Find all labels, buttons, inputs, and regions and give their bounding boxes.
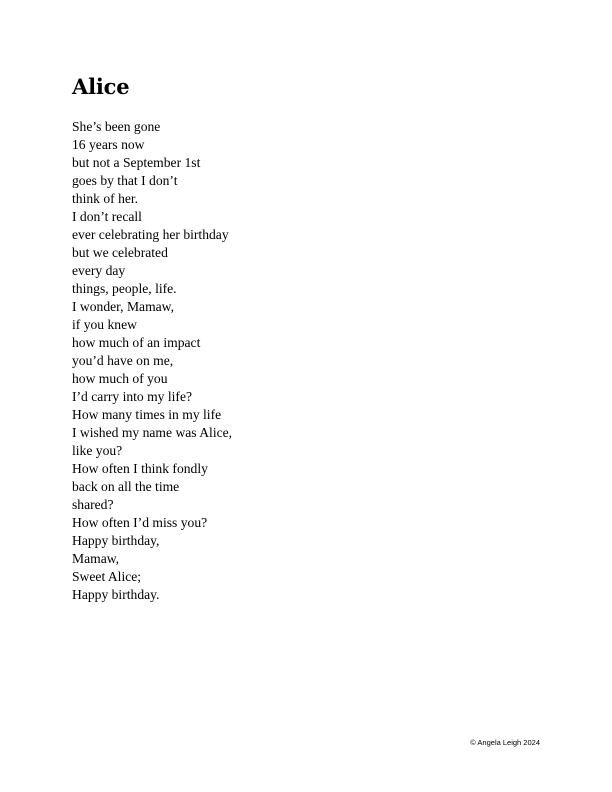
poem-line: I don’t recall (72, 209, 142, 224)
copyright-notice: © Angela Leigh 2024 (470, 738, 540, 747)
poem-line: but we celebrated (72, 245, 168, 260)
poem-line: Mamaw, (72, 551, 120, 566)
poem-line: How often I think fondly (72, 461, 208, 476)
poem-line: shared? (72, 497, 114, 512)
poem-line: Happy birthday. (72, 587, 160, 602)
poem-line: She’s been gone (72, 119, 161, 134)
poem-line: goes by that I don’t (72, 173, 178, 188)
poem-line: 16 years now (72, 137, 145, 152)
poem-line: how much of you (72, 371, 168, 386)
poem-line: think of her. (72, 191, 139, 206)
poem-line: things, people, life. (72, 281, 177, 296)
poem-body (72, 118, 232, 604)
poem-line: how much of an impact (72, 335, 201, 350)
poem-line: every day (72, 263, 126, 278)
poem-line: you’d have on me, (72, 353, 174, 368)
poem-title: Alice (72, 74, 130, 99)
poem-line: How often I’d miss you? (72, 515, 208, 530)
poem-line: if you knew (72, 317, 137, 332)
poem-line: ever celebrating her birthday (72, 227, 229, 242)
poem-line: I wonder, Mamaw, (72, 299, 175, 314)
poem-line: back on all the time (72, 479, 180, 494)
poem-line: Sweet Alice; (72, 569, 142, 584)
poem-line: but not a September 1st (72, 155, 201, 170)
poem-line: How many times in my life (72, 407, 222, 422)
poem-line: I wished my name was Alice, (72, 425, 233, 440)
poem-line: like you? (72, 443, 123, 458)
poem-line: I’d carry into my life? (72, 389, 193, 404)
poem-line: Happy birthday, (72, 533, 160, 548)
